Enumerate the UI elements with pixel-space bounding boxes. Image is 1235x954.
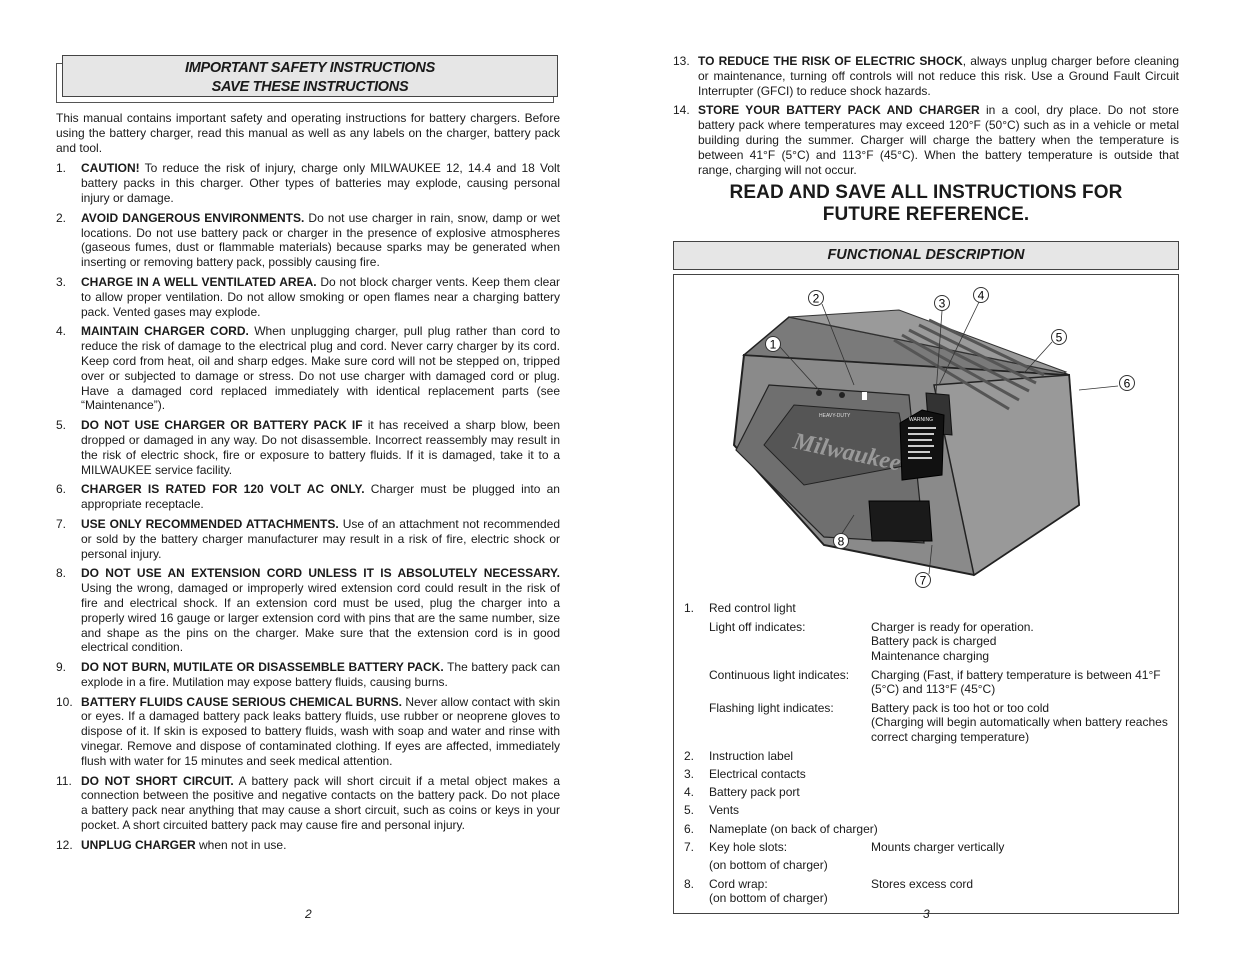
svg-text:4: 4 bbox=[977, 288, 985, 303]
callout-6 bbox=[1120, 376, 1135, 391]
read-save-heading bbox=[673, 182, 1179, 226]
item-number: 1. bbox=[56, 161, 67, 176]
safety-item bbox=[56, 161, 560, 205]
safety-list bbox=[56, 161, 560, 852]
legend-row-4: 4. Battery pack port bbox=[684, 785, 800, 800]
header-line-1: IMPORTANT SAFETY INSTRUCTIONS bbox=[185, 60, 435, 76]
functional-description-title: FUNCTIONAL DESCRIPTION bbox=[673, 241, 1179, 270]
item-number: 7. bbox=[56, 516, 67, 531]
charger-brand-text: Milwaukee bbox=[790, 428, 904, 477]
safety-item bbox=[56, 517, 560, 561]
callout-3 bbox=[935, 296, 950, 311]
svg-text:8: 8 bbox=[837, 534, 845, 549]
charger-illustration bbox=[674, 275, 1178, 600]
item-lead: BATTERY FLUIDS CAUSE SERIOUS CHEMICAL BURNS. bbox=[81, 694, 402, 709]
item-text: Never allow contact with skin or eyes. If a damaged battery pack leaks battery fluids, use rubber or neoprene gloves to dispose of it. If skin is exposed to battery fluids, wash with soap and water and rinse with vinegar. Remove and dispose of contaminated clothing. If eyes are affected, immediately flush with water for 15 minutes and seek medical attention. bbox=[81, 694, 560, 768]
left-page bbox=[56, 0, 560, 858]
svg-text:5: 5 bbox=[1055, 330, 1063, 345]
item-text: , always unplug charger before cleaning or maintenance, turning off controls will not reduce this risk. Use a Ground Fault Circuit Interrupter (GFCI) to reduce shock hazards. bbox=[698, 54, 1180, 98]
item-text: Do not block charger vents. Keep them clear to allow proper ventilation. Do not allow smoking or open flames near a charging battery pack. Vented gases may explode. bbox=[81, 274, 561, 319]
safety-item bbox=[56, 660, 560, 690]
legend-row-7: 7. Key hole slots: Mounts charger vertically bbox=[684, 840, 1005, 855]
item-text: To reduce the risk of injury, charge only MILWAUKEE 12, 14.4 and 18 Volt battery packs in this charger. Other types of batteries may explode, causing personal injury or damage. bbox=[81, 161, 560, 205]
item-text: Use of an attachment not recommended or sold by the battery charger manufacturer may result in a risk of fire, electric shock or personal injury. bbox=[81, 516, 561, 561]
safety-item bbox=[56, 695, 560, 769]
callout-2 bbox=[809, 291, 824, 306]
page-number-left: 2 bbox=[305, 907, 312, 921]
item-lead: TO REDUCE THE RISK OF ELECTRIC SHOCK bbox=[698, 54, 963, 68]
legend-row-8-sub: (on bottom of charger) bbox=[709, 891, 828, 906]
page-number-right: 3 bbox=[923, 907, 930, 921]
intro-paragraph: This manual contains important safety and operating instructions for battery chargers. Before using the battery charger, read this manual as well as any labels on the charger, battery pack and tool. bbox=[56, 111, 560, 155]
item-lead: MAINTAIN CHARGER CORD. bbox=[81, 324, 249, 339]
item-number: 3. bbox=[56, 274, 67, 289]
safety-item bbox=[56, 482, 560, 512]
svg-text:2: 2 bbox=[812, 291, 820, 306]
item-number: 10. bbox=[56, 694, 73, 709]
item-text: Using the wrong, damaged or improperly wired extension cord could result in the risk of fire and electrical shock. If an extension cord must be used, plug the charger into a properly wired 16 gauge or larger extension cord with pins that are the same number, size and shape as the pins on the charger. Make sure that the extension cord is in good electrical condition. bbox=[81, 581, 560, 655]
heavy-duty-text: HEAVY-DUTY bbox=[819, 413, 851, 420]
item-number: 5. bbox=[56, 418, 67, 433]
safety-header bbox=[60, 55, 560, 101]
item-number: 2. bbox=[56, 210, 67, 225]
legend-row-3: 3. Electrical contacts bbox=[684, 766, 806, 781]
item-lead: DO NOT BURN, MUTILATE OR DISASSEMBLE BATTERY PACK. bbox=[81, 660, 444, 675]
item-lead: UNPLUG CHARGER bbox=[81, 837, 196, 852]
header-box bbox=[62, 55, 558, 97]
item-text: it has received a sharp blow, been dropped or damaged in any way. Do not disassemble. Incorrect reassembly may result in the risk of electric shock, fire or exposure to battery fluids. If it is damaged, take it to a MILWAUKEE service facility. bbox=[81, 418, 561, 477]
legend-row-5: 5. Vents bbox=[684, 803, 740, 818]
item-lead: DO NOT USE AN EXTENSION CORD UNLESS IT IS ABSOLUTELY NECESSARY. bbox=[81, 566, 560, 581]
legend-row-1: 1. Red control light bbox=[684, 601, 796, 616]
item-text: when not in use. bbox=[195, 837, 287, 852]
legend-row-8: 8. Cord wrap: Stores excess cord bbox=[684, 876, 974, 891]
svg-text:7: 7 bbox=[919, 573, 927, 588]
legend-row-6: 6. Nameplate (on back of charger) bbox=[684, 821, 878, 836]
legend-row-flashing: Flashing light indicates: Battery pack is too hot or too cold (Charging will begin automatically when battery reaches correct charging temperature) bbox=[709, 700, 1168, 745]
item-number: 14. bbox=[673, 103, 690, 118]
svg-text:1: 1 bbox=[769, 337, 777, 352]
item-number: 4. bbox=[56, 324, 67, 339]
item-text: Charger must be plugged into an appropriate receptacle. bbox=[81, 482, 560, 512]
item-lead: CAUTION! bbox=[81, 161, 140, 176]
legend-row-2: 2. Instruction label bbox=[684, 748, 794, 763]
right-page bbox=[673, 0, 1179, 914]
callout-5 bbox=[1052, 330, 1067, 345]
warning-label-text: WARNING bbox=[909, 417, 933, 424]
legend-row-7-sub: (on bottom of charger) bbox=[709, 858, 828, 873]
item-lead: STORE YOUR BATTERY PACK AND CHARGER bbox=[698, 103, 980, 118]
callout-4 bbox=[974, 288, 989, 303]
callout-7 bbox=[916, 573, 931, 588]
svg-text:6: 6 bbox=[1123, 376, 1131, 391]
functional-description-panel bbox=[673, 274, 1179, 914]
read-save-line-1: READ AND SAVE ALL INSTRUCTIONS FOR bbox=[729, 182, 1123, 204]
item-lead: AVOID DANGEROUS ENVIRONMENTS. bbox=[81, 210, 305, 225]
legend bbox=[684, 601, 1172, 909]
svg-text:3: 3 bbox=[938, 296, 946, 311]
safety-item bbox=[673, 103, 1179, 177]
item-lead: DO NOT USE CHARGER OR BATTERY PACK IF bbox=[81, 418, 363, 433]
legend-row-light-off: Light off indicates: Charger is ready for operation. Battery pack is charged Maintenance charging bbox=[709, 619, 1034, 664]
safety-item bbox=[56, 324, 560, 413]
item-lead: USE ONLY RECOMMENDED ATTACHMENTS. bbox=[81, 516, 339, 531]
safety-item bbox=[56, 774, 560, 833]
legend-row-continuous: Continuous light indicates: Charging (Fast, if battery temperature is between 41°F (5°C) and 113°F (45°C) bbox=[709, 667, 1161, 697]
item-number: 12. bbox=[56, 837, 73, 852]
read-save-line-2: FUTURE REFERENCE. bbox=[822, 204, 1030, 226]
item-number: 8. bbox=[56, 566, 67, 581]
item-text: Do not use charger in rain, snow, damp or wet locations. Do not use battery pack or charger in the presence of explosive atmospheres (gaseous fumes, dust or flammable materials) because sparks may be generated when inserting or removing battery pack, possibly causing fire. bbox=[81, 210, 560, 270]
safety-item bbox=[56, 566, 560, 655]
red-control-light bbox=[816, 390, 822, 396]
item-text: When unplugging charger, pull plug rather than cord to reduce the risk of damage to the electrical plug and cord. Never carry charger by its cord. Keep cord from heat, oil and sharp edges. Make sure cord will not be stepped on, tripped over or subjected to damage or stress. Do not use charger with damaged cord or plug. Have a damaged cord replaced immediately with identical replacement parts (see “Maintenance”). bbox=[81, 324, 560, 413]
safety-item bbox=[56, 275, 560, 319]
safety-list-continued bbox=[673, 54, 1179, 177]
item-lead: CHARGER IS RATED FOR 120 VOLT AC ONLY. bbox=[81, 482, 365, 497]
callout-8 bbox=[834, 534, 849, 549]
item-number: 6. bbox=[56, 482, 67, 497]
safety-item bbox=[56, 838, 560, 853]
item-lead: CHARGE IN A WELL VENTILATED AREA. bbox=[81, 274, 317, 289]
item-text: in a cool, dry place. Do not store battery pack where temperatures may exceed 120°F (50°C) such as in a vehicle or metal building during the summer. Charger will charge the battery when the temperature is between 41°F (5°C) and 113°F (45°C). When the battery temperature is outside that range, charging will not occur. bbox=[698, 103, 1179, 177]
safety-item bbox=[673, 54, 1179, 98]
header-line-2: SAVE THESE INSTRUCTIONS bbox=[211, 79, 409, 95]
item-text: A battery pack will short circuit if a metal object makes a connection between the positive and negative contacts on the battery pack. Do not place a battery pack near anything that may cause a short circuit, such as coins or keys in your pocket. A short circuited battery pack may cause fire and personal injury. bbox=[81, 773, 560, 833]
safety-item bbox=[56, 211, 560, 270]
item-lead: DO NOT SHORT CIRCUIT. bbox=[81, 773, 234, 788]
charger-body bbox=[734, 310, 1079, 575]
item-text: The battery pack can explode in a fire. Mutilation may expose battery fluids, causing burns. bbox=[81, 660, 560, 689]
safety-item bbox=[56, 418, 560, 477]
item-number: 9. bbox=[56, 660, 67, 675]
item-number: 11. bbox=[56, 773, 72, 788]
callout-1 bbox=[766, 337, 781, 352]
item-number: 13. bbox=[673, 54, 690, 68]
